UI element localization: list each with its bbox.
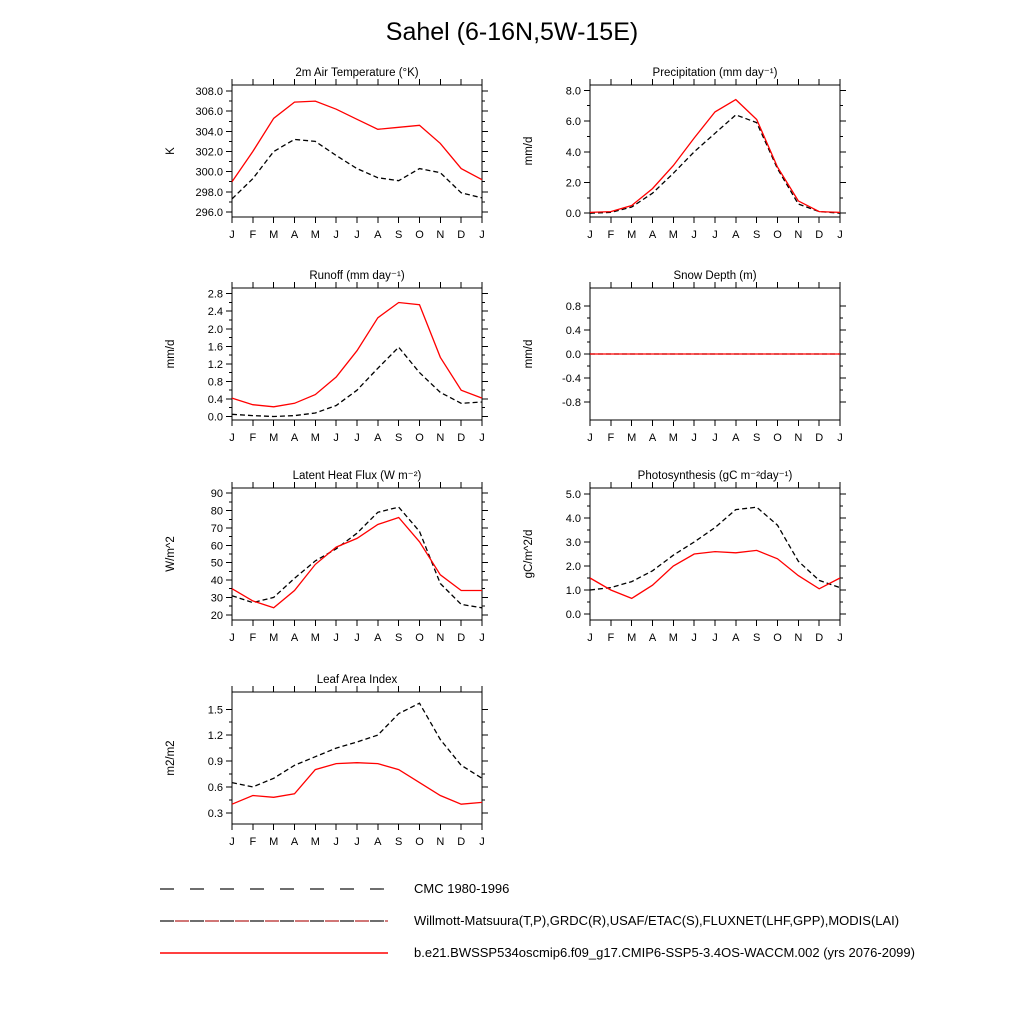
legend-item-model-run: [158, 936, 1018, 968]
svg-text:A: A: [290, 432, 299, 444]
svg-text:J: J: [479, 632, 485, 644]
svg-text:N: N: [794, 229, 803, 241]
svg-text:J: J: [354, 836, 360, 848]
svg-text:2.0: 2.0: [207, 323, 223, 336]
svg-text:30: 30: [210, 592, 223, 605]
svg-text:90: 90: [210, 488, 223, 501]
svg-text:mm/d: mm/d: [523, 136, 535, 166]
svg-text:20: 20: [210, 609, 223, 622]
chart-latent-heat-flux: [160, 463, 500, 651]
svg-text:J: J: [229, 632, 235, 644]
svg-text:A: A: [290, 632, 299, 644]
svg-text:S: S: [752, 432, 761, 444]
svg-text:M: M: [269, 432, 279, 444]
legend-line-sample: [158, 946, 390, 958]
legend-item-label: Willmott-Matsuura(T,P),GRDC(R),USAF/ETAC(S),FLUXNET(LHF,GPP),MODIS(LAI): [414, 912, 900, 928]
svg-text:0.0: 0.0: [565, 609, 581, 621]
svg-text:M: M: [310, 432, 320, 444]
svg-text:O: O: [773, 632, 782, 644]
svg-text:298.0: 298.0: [195, 186, 223, 199]
svg-text:A: A: [648, 229, 657, 241]
svg-text:5.0: 5.0: [565, 489, 581, 501]
svg-text:W/m^2: W/m^2: [165, 536, 177, 572]
svg-text:K: K: [165, 147, 177, 155]
svg-text:Leaf Area Index: Leaf Area Index: [316, 674, 398, 686]
svg-text:J: J: [712, 229, 718, 241]
svg-text:S: S: [394, 836, 403, 848]
svg-text:F: F: [607, 632, 615, 644]
svg-text:1.2: 1.2: [207, 358, 223, 371]
legend-item-obs-composite: [158, 904, 1018, 936]
svg-text:50: 50: [210, 557, 223, 570]
svg-text:mm/d: mm/d: [165, 339, 177, 369]
svg-text:J: J: [691, 432, 697, 444]
svg-text:4.0: 4.0: [565, 513, 581, 525]
svg-text:J: J: [229, 836, 235, 848]
chart-runoff: [160, 263, 500, 451]
svg-text:0.0: 0.0: [565, 208, 581, 221]
svg-text:Latent Heat Flux (W m⁻²): Latent Heat Flux (W m⁻²): [292, 470, 422, 482]
chart-precipitation: [518, 60, 858, 248]
svg-text:J: J: [333, 632, 339, 644]
svg-text:O: O: [415, 836, 424, 848]
svg-text:A: A: [648, 632, 657, 644]
svg-text:M: M: [269, 632, 279, 644]
svg-text:S: S: [752, 632, 761, 644]
svg-text:N: N: [436, 432, 445, 444]
svg-text:A: A: [732, 229, 740, 241]
legend-item-label: b.e21.BWSSP534oscmip6.f09_g17.CMIP6-SSP5-3.4OS-WACCM.002 (yrs 2076-2099): [414, 944, 915, 960]
svg-text:2.0: 2.0: [565, 561, 581, 573]
svg-text:0.3: 0.3: [207, 807, 223, 820]
svg-text:J: J: [587, 229, 593, 241]
svg-text:J: J: [479, 432, 485, 444]
svg-text:F: F: [249, 229, 257, 241]
svg-text:1.5: 1.5: [207, 704, 223, 717]
svg-text:F: F: [249, 432, 257, 444]
svg-text:300.0: 300.0: [195, 166, 223, 179]
svg-text:A: A: [290, 836, 299, 848]
svg-text:306.0: 306.0: [195, 106, 223, 119]
svg-text:Photosynthesis (gC m⁻²day⁻¹): Photosynthesis (gC m⁻²day⁻¹): [637, 470, 793, 482]
svg-text:N: N: [436, 632, 445, 644]
svg-text:8.0: 8.0: [565, 85, 581, 98]
chart-2m-air-temperature: [160, 60, 500, 248]
svg-text:F: F: [249, 836, 257, 848]
svg-text:Snow Depth (m): Snow Depth (m): [673, 270, 757, 282]
svg-text:304.0: 304.0: [195, 126, 223, 139]
svg-text:J: J: [837, 432, 843, 444]
svg-text:J: J: [354, 229, 360, 241]
svg-text:M: M: [269, 229, 279, 241]
svg-text:M: M: [668, 432, 678, 444]
svg-text:A: A: [374, 632, 382, 644]
svg-text:M: M: [668, 632, 678, 644]
svg-text:J: J: [837, 229, 843, 241]
svg-text:Runoff (mm day⁻¹): Runoff (mm day⁻¹): [309, 270, 405, 282]
svg-text:2.0: 2.0: [565, 177, 581, 190]
svg-text:S: S: [752, 229, 761, 241]
svg-text:J: J: [479, 229, 485, 241]
legend-line-sample: [158, 882, 390, 894]
svg-text:J: J: [479, 836, 485, 848]
svg-text:N: N: [436, 229, 445, 241]
svg-text:0.8: 0.8: [565, 301, 581, 313]
svg-text:0.0: 0.0: [207, 411, 223, 424]
svg-text:S: S: [394, 229, 403, 241]
svg-text:J: J: [712, 432, 718, 444]
svg-text:D: D: [457, 432, 466, 444]
svg-text:J: J: [229, 229, 235, 241]
svg-text:70: 70: [210, 522, 223, 535]
svg-text:M: M: [627, 432, 637, 444]
svg-text:J: J: [837, 632, 843, 644]
legend-item-cmc: [158, 872, 1018, 904]
svg-text:A: A: [290, 229, 299, 241]
svg-text:O: O: [773, 432, 782, 444]
svg-text:M: M: [627, 229, 637, 241]
svg-text:1.6: 1.6: [207, 341, 223, 354]
svg-text:S: S: [394, 432, 403, 444]
svg-text:J: J: [333, 432, 339, 444]
chart-leaf-area-index: [160, 667, 500, 855]
legend: [158, 872, 1018, 968]
svg-text:80: 80: [210, 505, 223, 518]
svg-text:J: J: [229, 432, 235, 444]
legend-line-sample: [158, 914, 390, 926]
svg-text:0.0: 0.0: [565, 349, 581, 361]
svg-text:M: M: [668, 229, 678, 241]
svg-text:0.8: 0.8: [207, 376, 223, 389]
svg-text:M: M: [310, 632, 320, 644]
svg-text:A: A: [374, 229, 382, 241]
svg-text:M: M: [269, 836, 279, 848]
svg-text:2m Air Temperature (°K): 2m Air Temperature (°K): [295, 67, 419, 79]
svg-text:N: N: [436, 836, 445, 848]
svg-text:1.2: 1.2: [207, 730, 223, 743]
chart-snow-depth: [518, 263, 858, 451]
svg-text:J: J: [587, 632, 593, 644]
svg-text:D: D: [815, 432, 824, 444]
svg-text:A: A: [732, 632, 740, 644]
svg-text:A: A: [732, 432, 740, 444]
svg-text:J: J: [691, 229, 697, 241]
svg-text:J: J: [691, 632, 697, 644]
svg-text:-0.4: -0.4: [562, 373, 581, 385]
chart-photosynthesis: [518, 463, 858, 651]
svg-text:0.6: 0.6: [207, 781, 223, 794]
svg-text:M: M: [627, 632, 637, 644]
svg-text:A: A: [374, 836, 382, 848]
figure-title: Sahel (6-16N,5W-15E): [385, 18, 639, 46]
svg-text:gC/m^2/d: gC/m^2/d: [523, 529, 535, 579]
svg-text:F: F: [249, 632, 257, 644]
svg-text:D: D: [815, 229, 824, 241]
svg-text:F: F: [607, 432, 615, 444]
svg-text:J: J: [587, 432, 593, 444]
svg-text:S: S: [394, 632, 403, 644]
svg-text:296.0: 296.0: [195, 206, 223, 219]
svg-text:2.4: 2.4: [207, 306, 223, 319]
svg-text:F: F: [607, 229, 615, 241]
svg-text:O: O: [773, 229, 782, 241]
svg-text:J: J: [333, 229, 339, 241]
svg-text:Precipitation (mm day⁻¹): Precipitation (mm day⁻¹): [652, 67, 778, 79]
svg-text:40: 40: [210, 575, 223, 588]
svg-text:0.4: 0.4: [565, 325, 581, 337]
svg-text:mm/d: mm/d: [523, 339, 535, 369]
svg-text:O: O: [415, 632, 424, 644]
svg-text:-0.8: -0.8: [562, 397, 581, 409]
svg-text:3.0: 3.0: [565, 537, 581, 549]
svg-text:A: A: [374, 432, 382, 444]
svg-text:A: A: [648, 432, 657, 444]
svg-text:6.0: 6.0: [565, 116, 581, 129]
svg-text:4.0: 4.0: [565, 146, 581, 159]
svg-text:D: D: [457, 632, 466, 644]
svg-text:D: D: [457, 836, 466, 848]
legend-item-label: CMC 1980-1996: [414, 880, 510, 896]
svg-text:M: M: [310, 836, 320, 848]
svg-text:308.0: 308.0: [195, 86, 223, 99]
svg-text:D: D: [457, 229, 466, 241]
svg-text:N: N: [794, 432, 803, 444]
svg-text:M: M: [310, 229, 320, 241]
svg-text:J: J: [354, 432, 360, 444]
svg-text:O: O: [415, 229, 424, 241]
svg-text:N: N: [794, 632, 803, 644]
svg-text:J: J: [333, 836, 339, 848]
svg-text:J: J: [712, 632, 718, 644]
svg-text:J: J: [354, 632, 360, 644]
svg-text:0.9: 0.9: [207, 756, 223, 769]
svg-text:m2/m2: m2/m2: [165, 740, 177, 776]
svg-text:D: D: [815, 632, 824, 644]
svg-text:302.0: 302.0: [195, 146, 223, 159]
svg-text:2.8: 2.8: [207, 288, 223, 301]
svg-text:60: 60: [210, 540, 223, 553]
svg-text:O: O: [415, 432, 424, 444]
svg-text:1.0: 1.0: [565, 585, 581, 597]
svg-text:0.4: 0.4: [207, 393, 223, 406]
